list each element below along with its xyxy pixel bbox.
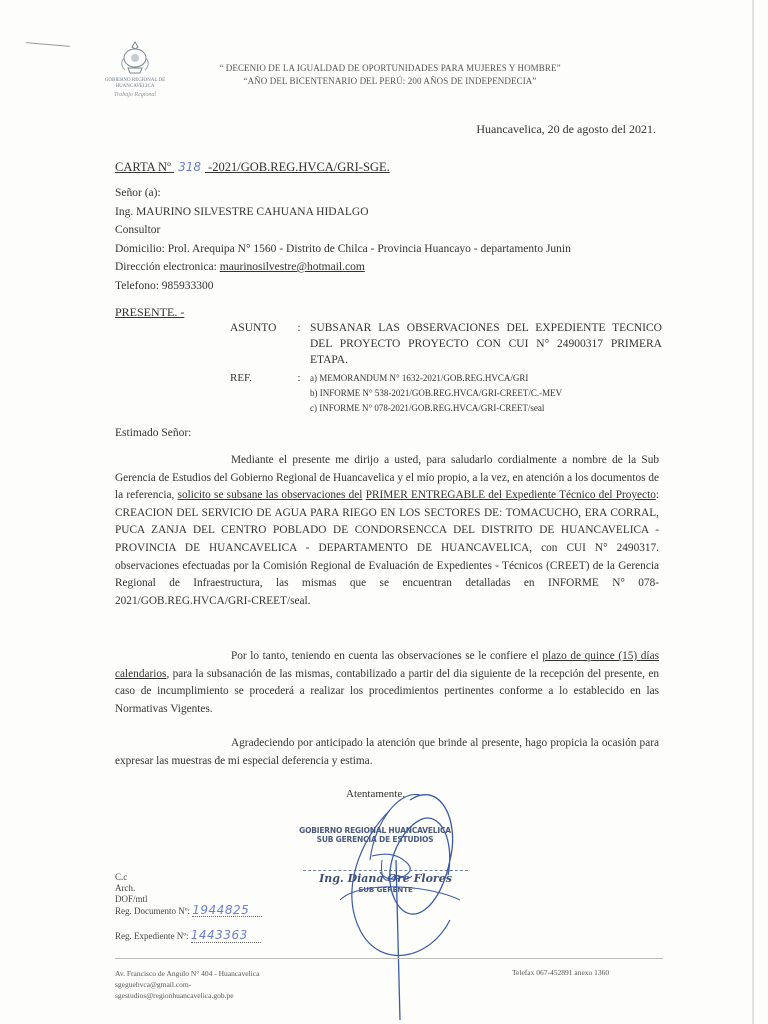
body-paragraph-1 [115,452,659,610]
date-line: Huancavelica, 20 de agosto del 2021. [476,122,656,136]
asunto-label: ASUNTO [230,322,277,334]
p2-text-a: Por lo tanto, teniendo en cuenta las observaciones se le confiere el [231,650,543,662]
closing: Atentamente, [346,788,405,800]
stamp-line-2: SUB GERENCIA DE ESTUDIOS [316,835,434,844]
p1-underlined-2: PRIMER ENTREGABLE del Expediente Técnico del Proyecto [365,489,656,502]
reg-documento-line [115,905,262,917]
recipient-phone: Telefono: 985933300 [115,279,214,292]
cc-line: C.c [115,872,128,882]
p2-underlined: plazo de quince (15) días calendarios [115,650,659,680]
logo-tagline: Trabajo Regional [113,92,157,98]
footer-phone: Telefax 067-452891 anexo 1360 [512,968,610,977]
footer-address: Av. Francisco de Angulo N° 404 - Huancavelica [115,969,260,978]
signer-name: Ing. Diana Oré Flores [319,872,452,885]
bicentenario-line: “AÑO DEL BICENTENARIO DEL PERÚ: 200 AÑOS DE INDEPENDECIA” [243,76,537,86]
footer-email-2: sgestudios@regionhuancavelica.gob.pe [115,991,234,1000]
page-crease [752,0,754,1024]
reg-documento-value: 1944825 [192,905,262,917]
ref-item: c) INFORME N° 078-2021/GOB.REG.HVCA/GRI-CREET/seal [310,403,545,413]
footer-divider [115,958,663,959]
body-paragraph-2 [115,648,659,718]
reg-expediente-value: 1443363 [191,928,261,943]
reg-documento-label: Reg. Documento Nº: [115,906,191,916]
recipient-block [115,184,571,295]
asunto-block [230,320,662,368]
pen-mark [26,42,70,47]
signer-title: SUB GERENTE [358,886,413,894]
presente-label: PRESENTE. - [115,305,185,319]
footer-address-block [115,968,259,1001]
reg-expediente-label: Reg. Expediente Nº: [115,931,189,941]
p1-text-c: : CREACION DEL SERVICIO DE AGUA PARA RIEGO EN LOS SECTORES DE: TOMACUCHO, ERA CORRAL, PUCA ZANJA DEL CENTRO POBLADO DE CONDORSENCCA DEL DISTRITO DE HUANCAVELICA - PROVINCIA DE HUANCAVELICA - DEPARTAMENTO DE HUANCAVELICA, con CUI N° 2490317. observaciones efectuadas por la Comisión Regional de Evaluación de Expedientes - Técnicos (CREET) de la Gerencia Regional de Infraestructura, las mismas que se encuentran detalladas en INFORME N° 078-2021/GOB.REG.HVCA/GRI-CREET/seal. [115,489,659,607]
asunto-text: SUBSANAR LAS OBSERVACIONES DEL EXPEDIENTE TECNICO DEL PROYECTO PROYECTO CON CUI N° 24900317 PRIMERA ETAPA. [310,322,662,366]
recipient-salutation: Señor (a): [115,187,161,199]
ref-item: b) INFORME N° 538-2021/GOB.REG.HVCA/GRI-CREET/C.-MEV [310,388,563,398]
ref-colon: : [297,372,301,384]
stamp-line-1: GOBIERNO REGIONAL HUANCAVELICA [299,826,451,835]
asunto-colon: : [297,322,301,334]
recipient-email-line [115,258,571,277]
recipient-name: Ing. MAURINO SILVESTRE CAHUANA HIDALGO [115,205,369,218]
recipient-domicilio: Domicilio: Prol. Arequipa N° 1560 - Distrito de Chilca - Provincia Huancayo - departamento Junin [115,242,571,255]
header-slogans [180,62,600,88]
decenio-line: “ DECENIO DE LA IGUALDAD DE OPORTUNIDADES PARA MUJERES Y HOMBRE” [219,63,561,73]
ref-item: a) MEMORANDUM N° 1632-2021/GOB.REG.HVCA/GRI [310,373,529,383]
p1-text-a: Mediante el presente me dirijo a usted, para saludarlo cordialmente a nombre de la Sub Gerencia de Estudios del Gobierno Regional de Huancavelica y el mío propio, a la vez, en atención a los documentos de la referencia, [115,454,659,502]
handwritten-signature [300,760,480,1024]
coat-of-arms-icon [117,40,153,78]
regional-logo [100,40,170,98]
logo-text-2: HUANCAVELICA [115,84,155,89]
greeting: Estimado Señor: [115,427,192,439]
logo-text-1: GOBIERNO REGIONAL DE [104,78,166,83]
reg-expediente-line [115,928,261,943]
p3-text: Agradeciendo por anticipado la atención que brinde al presente, hago propicia la ocasión para expresar las muestras de mi especial deferencia y estima. [115,737,659,767]
reference-block [230,371,562,416]
carta-suffix: -2021/GOB.REG.HVCA/GRI-SGE. [208,160,390,174]
recipient-email[interactable]: maurinosilvestre@hotmail.com [219,261,365,273]
email-label: Dirección electronica: [115,261,220,273]
copy-block [115,872,262,917]
p2-text-b: , para la subsanación de las mismas, contabilizado a partir del dia siguiente de la recepción del presente, en caso de incumplimiento se procederá a realizar los procedimientos pertinentes conforme a lo establecido en las Normativas Vigentes. [115,667,659,715]
ref-label: REF. [230,372,253,384]
carta-prefix: CARTA Nº [115,160,171,174]
carta-reference [115,160,390,175]
archive-line: Arch. [115,883,136,893]
p1-underlined-1: solicito se subsane las observaciones del [177,489,363,502]
carta-number-handwritten: 318 [178,160,201,174]
footer-email-1: sgeguehvca@gmail.com- [115,980,192,989]
recipient-role: Consultor [115,224,161,236]
initials-line: DOF/mtl [115,894,148,904]
